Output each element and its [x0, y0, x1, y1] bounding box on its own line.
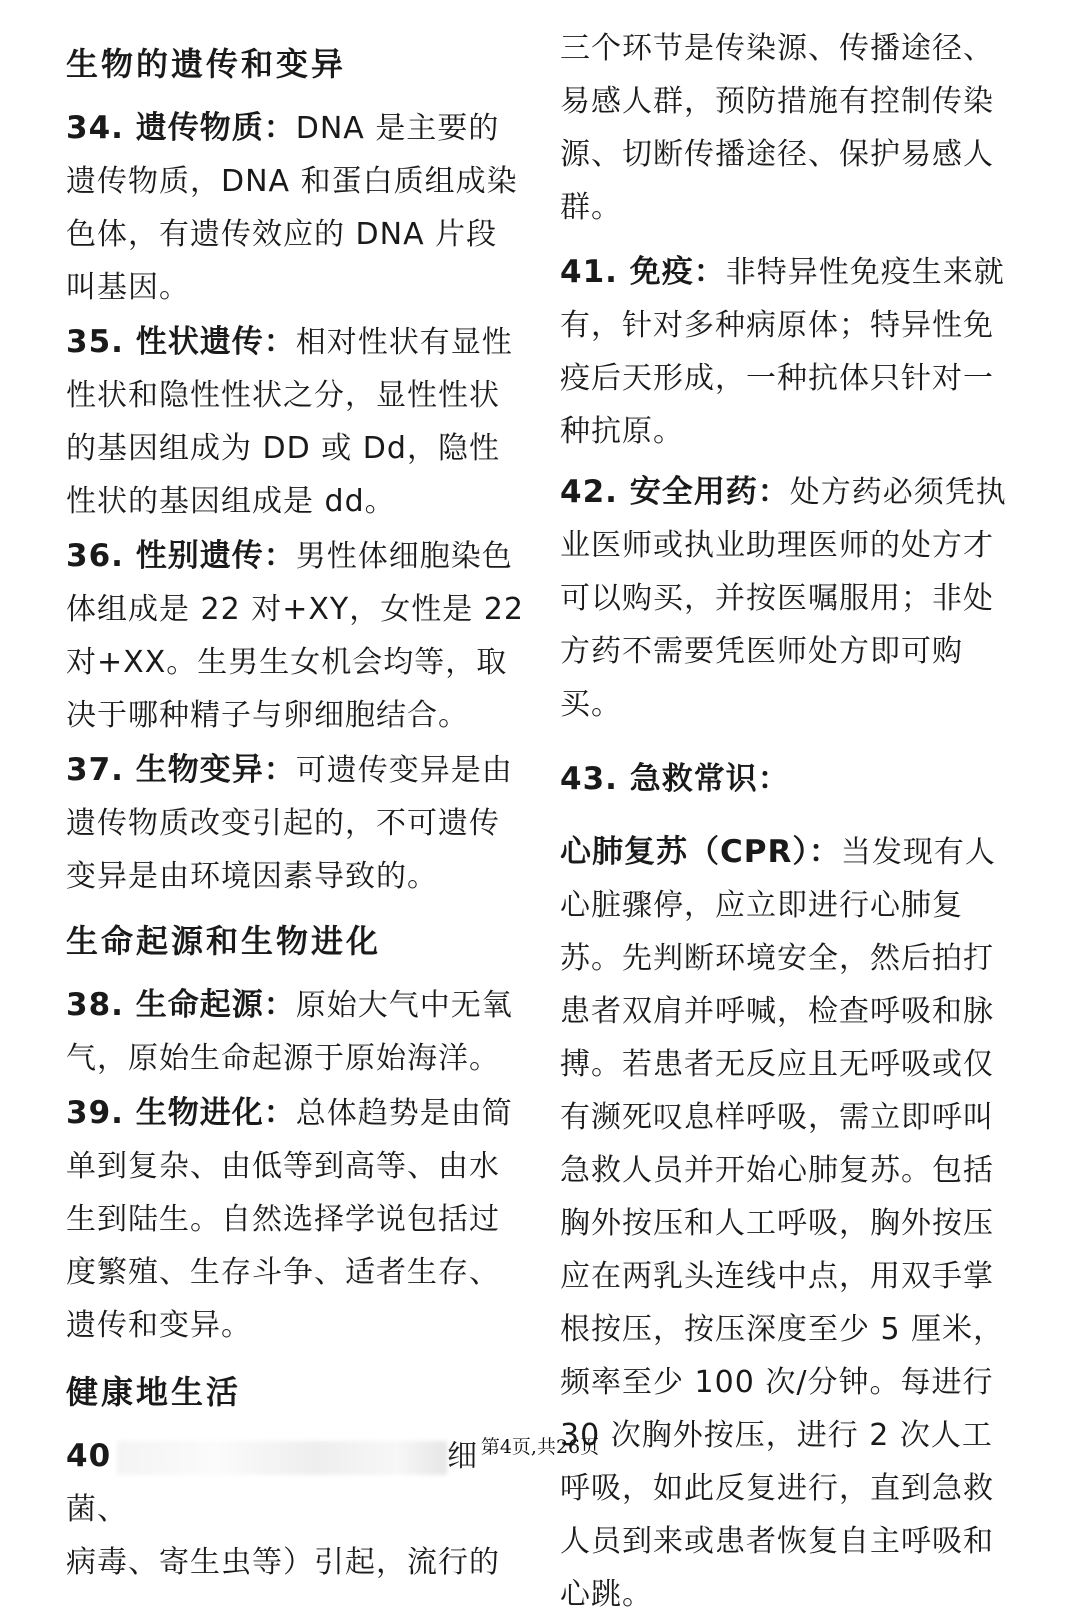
- item-39: [66, 1087, 528, 1352]
- item-40-text: 病毒、寄生虫等）引起，流行的: [66, 1545, 500, 1580]
- item-39-text: 总体趋势是由简单到复杂、由低等到高等、由水生到陆生。自然选择学说包括过度繁殖、生存斗争、适者生存、遗传和变异。: [66, 1096, 513, 1343]
- item-38: [66, 979, 528, 1085]
- cpr-term: 心肺复苏（CPR）：: [560, 834, 841, 870]
- item-38-text: 原始大气中无氧气，原始生命起源于原始海洋。: [66, 988, 513, 1076]
- item-41: [560, 246, 1016, 458]
- item-34-text: DNA 是主要的遗传物质，DNA 和蛋白质组成染色体，有遗传效应的 DNA 片段叫基因。: [66, 111, 518, 305]
- item-40-continued: 三个环节是传染源、传播途径、易感人群，预防措施有控制传染源、切断传播途径、保护易感人群。: [560, 31, 994, 225]
- item-41-text: 非特异性免疫生来就有，针对多种病原体；特异性免疫后天形成，一种抗体只针对一种抗原。: [560, 255, 1005, 449]
- item-42-term: 42. 安全用药：: [560, 474, 790, 510]
- item-36-text: 男性体细胞染色体组成是 22 对+XY，女性是 22 对+XX。生男生女机会均等，取决于哪种精子与卵细胞结合。: [66, 539, 524, 733]
- item-37-text: 可遗传变异是由遗传物质改变引起的，不可遗传变异是由环境因素导致的。: [66, 753, 513, 894]
- item-42: [560, 466, 1016, 731]
- right-column: [560, 22, 1016, 1623]
- item-35-text: 相对性状有显性性状和隐性性状之分，显性性状的基因组成为 DD 或 Dd，隐性性状的基因组成是 dd。: [66, 325, 513, 519]
- page-footer: 第4页,共26页: [480, 1436, 600, 1458]
- item-43: [560, 753, 1016, 806]
- item-40-after-blur: 细菌、: [66, 1439, 479, 1527]
- item-38-term: 38. 生命起源：: [66, 987, 296, 1023]
- item-36: [66, 530, 528, 742]
- left-column: [66, 36, 528, 1591]
- section-title-healthy-living: 健康地生活: [66, 1373, 242, 1411]
- section-title-genetics: 生物的遗传和变异: [66, 45, 347, 83]
- item-34-term: 34. 遗传物质：: [66, 110, 296, 146]
- item-40-number: 40: [66, 1438, 112, 1474]
- item-34: [66, 102, 528, 314]
- item-41-term: 41. 免疫：: [560, 254, 726, 290]
- item-cpr: [560, 826, 1016, 1621]
- item-37-term: 37. 生物变异：: [66, 752, 296, 788]
- item-36-term: 36. 性别遗传：: [66, 538, 296, 574]
- item-43-term: 43. 急救常识：: [560, 761, 790, 797]
- item-37: [66, 744, 528, 903]
- item-35: [66, 316, 528, 528]
- item-42-text: 处方药必须凭执业医师或执业助理医师的处方才可以购买，并按医嘱服用；非处方药不需要凭医师处方即可购买。: [560, 475, 1007, 722]
- item-35-term: 35. 性状遗传：: [66, 324, 296, 360]
- cpr-text: 当发现有人心脏骤停，应立即进行心肺复苏。先判断环境安全，然后拍打患者双肩并呼喊，检查呼吸和脉搏。若患者无反应且无呼吸或仅有濒死叹息样呼吸，需立即呼叫急救人员并开始心肺复苏。包括胸外按压和人工呼吸，胸外按压应在两乳头连线中点，用双手掌根按压，按压深度至少 5 厘米，频率至少 100 次/分钟。每进行 30 次胸外按压，进行 2 次人工呼吸，如此反复进行，直到急救人员到来或患者恢复自主呼吸和心跳。: [560, 835, 1005, 1612]
- item-39-term: 39. 生物进化：: [66, 1095, 296, 1131]
- section-title-origin-evolution: 生命起源和生物进化: [66, 922, 382, 960]
